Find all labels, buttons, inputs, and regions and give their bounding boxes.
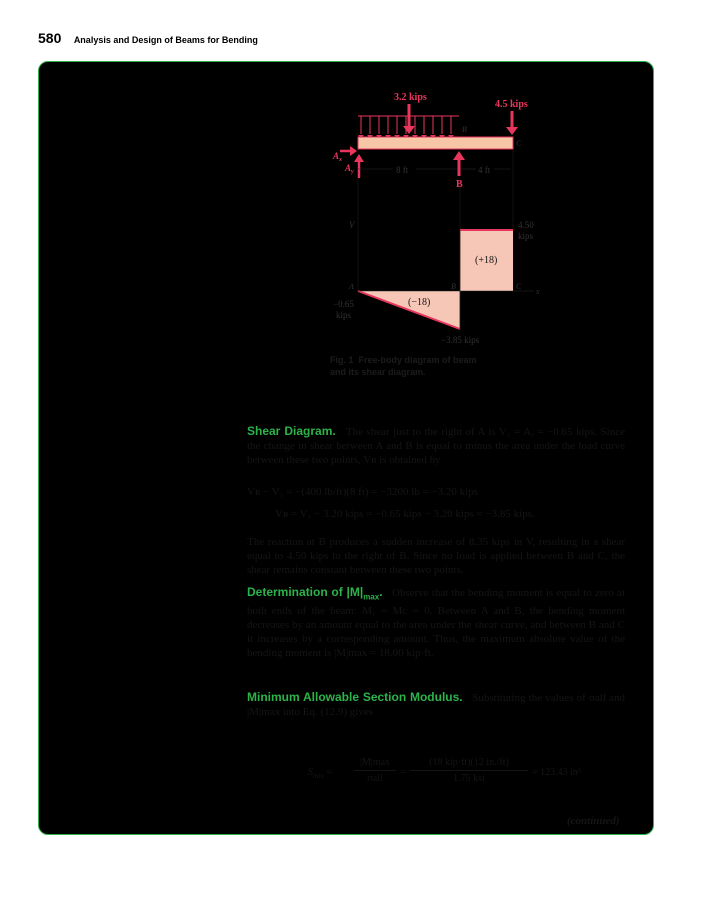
equation-2: Vʙ = V₁ − 3.20 kips = −0.65 kips − 3.20 kips = −3.85 kips. (275, 508, 535, 520)
section-modulus-equation: $S_{min}$ = |M|max σall = (18 kip·ft)(12 in./ft) 1.75 ksi = 123.43 in³ (308, 757, 581, 784)
svg-text:Ay (344, 163, 354, 175)
shear-A-unit: kips (336, 310, 352, 320)
page-number: 580 (38, 30, 62, 46)
area-positive-label: (+18) (475, 255, 498, 266)
caption-line1: Free-body diagram of beam (358, 355, 477, 365)
section-modulus-heading: Minimum Allowable Section Modulus. (247, 690, 463, 704)
distributed-load-label: 3.2 kips (394, 92, 427, 103)
reaction-B-label: B (456, 179, 463, 190)
caption-label: Fig. 1 (330, 355, 354, 365)
svg-text:Ax (332, 151, 342, 163)
eq-lhs-sub: min (313, 772, 324, 780)
eq-lhs: S (308, 767, 313, 778)
eq-frac1-num: |M|max (359, 757, 391, 768)
point-load-label: 4.5 kips (495, 99, 528, 110)
area-negative-label: (−18) (408, 297, 431, 308)
dimension-right: 4 ft (478, 165, 491, 175)
continued-label: (continued) (567, 815, 620, 827)
shear-diagram-heading: Shear Diagram. (247, 424, 336, 438)
section-modulus-text: Substituting the values of σall and |M|max into Eq. (12.9) gives (247, 692, 626, 718)
label-Ax: A (333, 151, 340, 161)
max-moment-heading-sub: max (363, 592, 380, 602)
max-moment-text: Observe that the bending moment is equal to zero at both ends of the beam: M₁ = Mᴄ = 0. Between A and B, the bending moment decreases by an amount equal to the area under the shear curve, and between B and C it increases by a corresponding amount. Thus, the maximum absolute value of the bending moment is |M|max = 18.00 kip·ft. (247, 587, 626, 660)
section-modulus-paragraph (247, 690, 625, 719)
reaction-paragraph: The reaction at B produces a sudden increase of 8.35 kips in V, resulting in a shear equal to 4.50 kips to the right of B. Since no load is applied between B and C, the shear remains constant between these two points. (247, 536, 625, 576)
dimension-left: 8 ft (396, 165, 409, 175)
label-Ay-sub: y (351, 169, 354, 175)
eq-frac2-den: 1.75 ksi (453, 773, 485, 784)
axis-A-label: A (349, 282, 354, 291)
eq-frac2-num: (18 kip·ft)(12 in./ft) (429, 757, 509, 768)
axis-B-label: B (451, 282, 456, 291)
axis-C-label: C (516, 282, 522, 291)
beam (358, 137, 513, 149)
axis-V-label: V (349, 220, 355, 230)
equation-1: Vʙ − V₁ = −(400 lb/ft)(8 ft) = −3200 lb = −3.20 kips (247, 486, 478, 498)
shear-diagram-paragraph (247, 424, 625, 467)
label-Ay: A (345, 163, 352, 173)
max-moment-heading: Determination of $|M|_{max}$. (247, 585, 383, 602)
shear-diagram-text: The shear just to the right of A is V₁ = Aᵧ = −0.65 kips. Since the change in shear between A and B is equal to minus the area under the load curve between these two points, Vʙ is obtained by (247, 426, 625, 466)
shear-A-value: −0.65 (333, 299, 354, 309)
max-moment-paragraph (247, 585, 625, 660)
eq-result: = 123.43 in³ (532, 767, 581, 778)
label-B-top: B (462, 125, 467, 134)
shear-pos-value: 4.50 (518, 220, 534, 230)
figure-caption (330, 354, 477, 378)
shear-B-value: −3.85 kips (441, 335, 480, 345)
caption-line2: and its shear diagram. (330, 367, 426, 377)
running-title: Analysis and Design of Beams for Bending (73, 35, 258, 45)
eq-frac1-den: σall (367, 773, 383, 784)
max-moment-heading-main: Determination of |M| (247, 585, 364, 599)
axis-x-label: x (536, 287, 540, 296)
shear-pos-unit: kips (518, 231, 534, 241)
label-Ax-sub: x (339, 157, 343, 163)
label-C-top: C (516, 139, 522, 148)
